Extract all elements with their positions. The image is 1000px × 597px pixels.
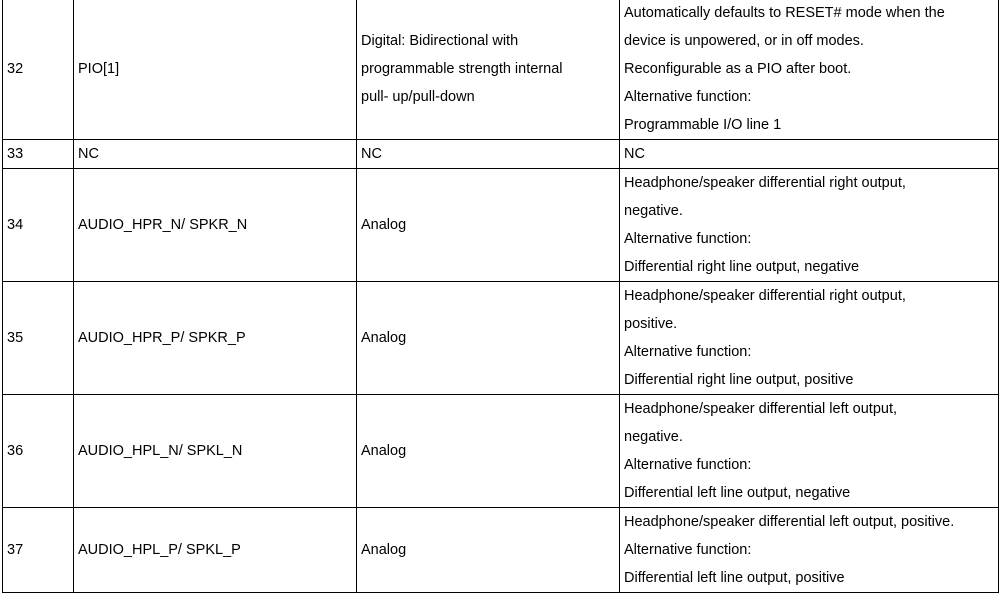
pin-description-line: Differential left line output, negative <box>624 485 851 501</box>
pin-type-line <box>361 111 619 139</box>
pin-number-cell: 32 <box>3 0 74 140</box>
pin-type-line: Analog <box>361 217 407 233</box>
pin-number-cell: 37 <box>3 508 74 593</box>
pin-description-line: Differential right line output, positive <box>624 372 854 388</box>
pin-type-line: NC <box>361 146 382 162</box>
table-row <box>3 0 999 140</box>
pin-type-line: programmable strength internal <box>361 61 563 77</box>
pin-description-line: NC <box>624 146 645 162</box>
pin-description-line: Reconfigurable as a PIO after boot. <box>624 61 852 77</box>
pin-name-cell: AUDIO_HPL_N/ SPKL_N <box>74 395 357 508</box>
pin-description-cell <box>620 169 999 282</box>
pin-description-line: negative. <box>624 203 683 219</box>
pin-type-line: Analog <box>361 542 407 558</box>
pin-description-line: Headphone/speaker differential right output, <box>624 175 906 191</box>
pin-description-cell <box>620 395 999 508</box>
pin-description-line: Headphone/speaker differential right output, <box>624 288 906 304</box>
pin-description-line: Alternative function: <box>624 89 752 105</box>
pin-description-line: Alternative function: <box>624 542 752 558</box>
pin-type-line: Analog <box>361 443 407 459</box>
pin-type-cell <box>357 508 620 593</box>
pin-type-cell <box>357 140 620 169</box>
pin-name-cell: NC <box>74 140 357 169</box>
pin-description-cell <box>620 508 999 593</box>
table-body <box>3 0 999 593</box>
pin-description-line: negative. <box>624 429 683 445</box>
table-row <box>3 508 999 593</box>
pin-name-cell: AUDIO_HPR_P/ SPKR_P <box>74 282 357 395</box>
pin-name-cell: AUDIO_HPR_N/ SPKR_N <box>74 169 357 282</box>
pin-description-line: Differential left line output, positive <box>624 570 845 586</box>
pin-description-cell <box>620 282 999 395</box>
pin-description-table <box>2 0 999 593</box>
pin-type-line: Analog <box>361 330 407 346</box>
table-row <box>3 282 999 395</box>
pin-description-line: Alternative function: <box>624 344 752 360</box>
pin-type-cell <box>357 395 620 508</box>
pin-number-cell: 36 <box>3 395 74 508</box>
pin-description-cell <box>620 0 999 140</box>
pin-number-cell: 35 <box>3 282 74 395</box>
pin-type-cell <box>357 0 620 140</box>
pin-description-line: Alternative function: <box>624 457 752 473</box>
pin-type-cell <box>357 282 620 395</box>
pin-type-line: pull- up/pull-down <box>361 89 475 105</box>
pin-description-line: positive. <box>624 316 678 332</box>
pin-name-cell: PIO[1] <box>74 0 357 140</box>
pin-name-cell: AUDIO_HPL_P/ SPKL_P <box>74 508 357 593</box>
table-row <box>3 140 999 169</box>
pin-type-line <box>361 0 619 27</box>
pin-description-line: Headphone/speaker differential left output, <box>624 401 898 417</box>
table-row <box>3 169 999 282</box>
pin-number-cell: 33 <box>3 140 74 169</box>
pin-number-cell: 34 <box>3 169 74 282</box>
pin-type-line: Digital: Bidirectional with <box>361 33 519 49</box>
pin-description-line: Differential right line output, negative <box>624 259 860 275</box>
pin-description-line: device is unpowered, or in off modes. <box>624 33 864 49</box>
pin-type-cell <box>357 169 620 282</box>
pin-description-line: Headphone/speaker differential left output, positive. <box>624 514 955 530</box>
pin-description-line: Alternative function: <box>624 231 752 247</box>
table-row <box>3 395 999 508</box>
pin-description-line: Automatically defaults to RESET# mode when the <box>624 5 945 21</box>
pin-description-cell <box>620 140 999 169</box>
pin-description-line: Programmable I/O line 1 <box>624 117 782 133</box>
